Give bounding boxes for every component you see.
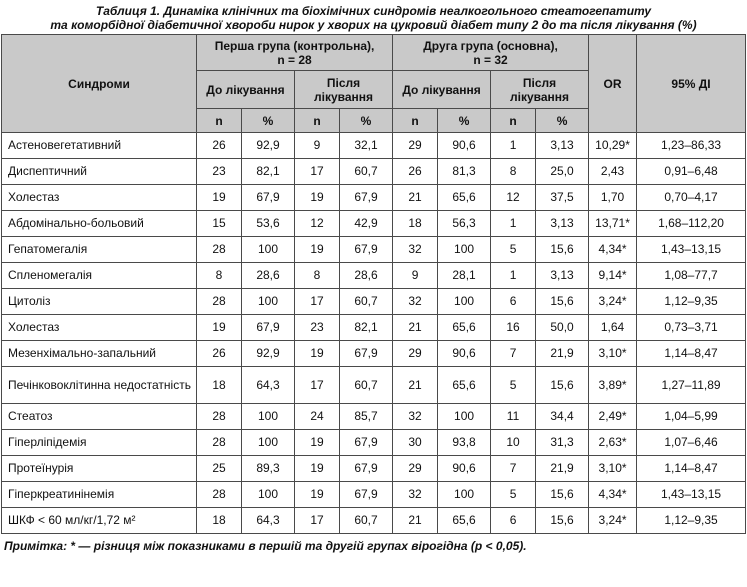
cell-or: 1,64 bbox=[589, 315, 637, 341]
cell-syndrome: Астеновегетативний bbox=[2, 133, 197, 159]
cell-g2-before-n: 32 bbox=[393, 289, 438, 315]
cell-g1-after-n: 12 bbox=[295, 211, 340, 237]
cell-g2-after-n: 7 bbox=[491, 456, 536, 482]
cell-g1-before-n: 28 bbox=[197, 430, 242, 456]
cell-g1-before-n: 28 bbox=[197, 482, 242, 508]
table-row bbox=[2, 263, 746, 289]
cell-g1-before-pct: 92,9 bbox=[242, 133, 295, 159]
cell-g1-after-n: 19 bbox=[295, 237, 340, 263]
cell-g1-after-n: 17 bbox=[295, 508, 340, 534]
cell-g1-before-pct: 67,9 bbox=[242, 315, 295, 341]
cell-g1-before-pct: 100 bbox=[242, 430, 295, 456]
cell-ci: 1,23–86,33 bbox=[637, 133, 746, 159]
cell-g1-after-pct: 67,9 bbox=[340, 341, 393, 367]
cell-g2-before-pct: 28,1 bbox=[438, 263, 491, 289]
cell-g2-before-n: 29 bbox=[393, 133, 438, 159]
cell-ci: 1,14–8,47 bbox=[637, 341, 746, 367]
header-group-2-n: n = 32 bbox=[473, 52, 508, 67]
cell-g1-after-pct: 28,6 bbox=[340, 263, 393, 289]
cell-g1-after-n: 19 bbox=[295, 482, 340, 508]
cell-g1-before-n: 18 bbox=[197, 367, 242, 404]
cell-g1-before-pct: 28,6 bbox=[242, 263, 295, 289]
cell-or: 3,24* bbox=[589, 289, 637, 315]
cell-g2-before-n: 21 bbox=[393, 508, 438, 534]
cell-g2-before-pct: 65,6 bbox=[438, 367, 491, 404]
cell-g2-after-n: 6 bbox=[491, 289, 536, 315]
cell-g2-before-pct: 81,3 bbox=[438, 159, 491, 185]
caption-line-2: та коморбідної діабетичної хвороби нирок у хворих на цукровий діабет типу 2 до та після лікування (%) bbox=[50, 18, 697, 32]
cell-g2-after-pct: 31,3 bbox=[536, 430, 589, 456]
table-row bbox=[2, 456, 746, 482]
cell-g2-before-pct: 90,6 bbox=[438, 456, 491, 482]
cell-g2-before-n: 21 bbox=[393, 315, 438, 341]
cell-g2-after-n: 12 bbox=[491, 185, 536, 211]
cell-or: 2,63* bbox=[589, 430, 637, 456]
table-row bbox=[2, 159, 746, 185]
cell-syndrome: Гіперліпідемія bbox=[2, 430, 197, 456]
cell-g1-after-pct: 67,9 bbox=[340, 430, 393, 456]
cell-g1-before-pct: 92,9 bbox=[242, 341, 295, 367]
cell-g2-before-pct: 93,8 bbox=[438, 430, 491, 456]
cell-ci: 1,43–13,15 bbox=[637, 237, 746, 263]
cell-g2-before-n: 26 bbox=[393, 159, 438, 185]
cell-g2-after-n: 6 bbox=[491, 508, 536, 534]
cell-g2-after-pct: 50,0 bbox=[536, 315, 589, 341]
cell-g1-after-pct: 60,7 bbox=[340, 508, 393, 534]
cell-g2-after-n: 1 bbox=[491, 263, 536, 289]
table-note: Примітка: * — різниця між показниками в першій та другій групах вірогідна (р < 0,05). bbox=[4, 539, 527, 553]
cell-ci: 1,68–112,20 bbox=[637, 211, 746, 237]
cell-g1-before-n: 18 bbox=[197, 508, 242, 534]
cell-ci: 0,91–6,48 bbox=[637, 159, 746, 185]
cell-g1-before-pct: 100 bbox=[242, 289, 295, 315]
cell-g2-before-n: 18 bbox=[393, 211, 438, 237]
header-pct: % bbox=[340, 109, 393, 133]
cell-or: 13,71* bbox=[589, 211, 637, 237]
cell-g2-after-pct: 15,6 bbox=[536, 367, 589, 404]
cell-g1-before-pct: 53,6 bbox=[242, 211, 295, 237]
cell-g2-before-pct: 100 bbox=[438, 289, 491, 315]
cell-ci: 1,12–9,35 bbox=[637, 508, 746, 534]
cell-g2-before-pct: 65,6 bbox=[438, 508, 491, 534]
header-g2-before: До лікування bbox=[393, 71, 491, 109]
cell-g1-before-pct: 64,3 bbox=[242, 367, 295, 404]
cell-g2-after-n: 11 bbox=[491, 404, 536, 430]
cell-syndrome: Протеїнурія bbox=[2, 456, 197, 482]
cell-g2-before-pct: 90,6 bbox=[438, 133, 491, 159]
cell-g2-after-n: 5 bbox=[491, 482, 536, 508]
cell-g1-before-n: 28 bbox=[197, 404, 242, 430]
cell-g2-after-n: 8 bbox=[491, 159, 536, 185]
cell-g2-before-n: 32 bbox=[393, 237, 438, 263]
cell-g2-after-pct: 3,13 bbox=[536, 133, 589, 159]
cell-g1-after-n: 8 bbox=[295, 263, 340, 289]
cell-ci: 1,27–11,89 bbox=[637, 367, 746, 404]
cell-g2-after-pct: 15,6 bbox=[536, 508, 589, 534]
cell-syndrome: Холестаз bbox=[2, 315, 197, 341]
header-ci: 95% ДІ bbox=[637, 35, 746, 133]
cell-g2-before-pct: 90,6 bbox=[438, 341, 491, 367]
header-g2-after: Після лікування bbox=[491, 71, 589, 109]
cell-ci: 1,07–6,46 bbox=[637, 430, 746, 456]
cell-ci: 1,43–13,15 bbox=[637, 482, 746, 508]
cell-g2-before-n: 30 bbox=[393, 430, 438, 456]
cell-g1-after-pct: 60,7 bbox=[340, 159, 393, 185]
cell-g2-after-pct: 37,5 bbox=[536, 185, 589, 211]
table-row bbox=[2, 404, 746, 430]
cell-g2-before-n: 21 bbox=[393, 185, 438, 211]
cell-g2-before-pct: 56,3 bbox=[438, 211, 491, 237]
cell-g2-after-pct: 3,13 bbox=[536, 263, 589, 289]
table-row bbox=[2, 185, 746, 211]
cell-g2-before-pct: 65,6 bbox=[438, 185, 491, 211]
cell-g1-after-n: 23 bbox=[295, 315, 340, 341]
cell-syndrome: Диспептичний bbox=[2, 159, 197, 185]
cell-syndrome: Печінковоклітинна недостатність bbox=[2, 367, 197, 404]
cell-g1-before-pct: 64,3 bbox=[242, 508, 295, 534]
cell-g1-before-n: 15 bbox=[197, 211, 242, 237]
cell-g1-after-pct: 32,1 bbox=[340, 133, 393, 159]
cell-g2-before-n: 32 bbox=[393, 482, 438, 508]
cell-g2-after-n: 16 bbox=[491, 315, 536, 341]
header-group-1-title: Перша група (контрольна), bbox=[214, 38, 375, 53]
cell-g1-before-n: 26 bbox=[197, 341, 242, 367]
cell-g1-after-pct: 67,9 bbox=[340, 185, 393, 211]
table-row bbox=[2, 482, 746, 508]
cell-syndrome: Мезенхімально-запальний bbox=[2, 341, 197, 367]
cell-g1-before-n: 26 bbox=[197, 133, 242, 159]
cell-g2-before-pct: 100 bbox=[438, 482, 491, 508]
cell-g1-before-pct: 82,1 bbox=[242, 159, 295, 185]
cell-or: 3,10* bbox=[589, 341, 637, 367]
cell-or: 3,89* bbox=[589, 367, 637, 404]
cell-g1-after-n: 9 bbox=[295, 133, 340, 159]
table-row bbox=[2, 211, 746, 237]
cell-ci: 0,73–3,71 bbox=[637, 315, 746, 341]
header-n: n bbox=[393, 109, 438, 133]
cell-ci: 1,14–8,47 bbox=[637, 456, 746, 482]
cell-syndrome: ШКФ < 60 мл/кг/1,72 м² bbox=[2, 508, 197, 534]
cell-syndrome: Абдомінально-больовий bbox=[2, 211, 197, 237]
cell-g1-before-n: 19 bbox=[197, 315, 242, 341]
cell-or: 1,70 bbox=[589, 185, 637, 211]
table-row bbox=[2, 367, 746, 404]
cell-g1-before-pct: 89,3 bbox=[242, 456, 295, 482]
cell-g2-after-pct: 34,4 bbox=[536, 404, 589, 430]
table-caption bbox=[0, 0, 747, 34]
cell-g1-after-n: 17 bbox=[295, 159, 340, 185]
header-n: n bbox=[491, 109, 536, 133]
cell-or: 3,24* bbox=[589, 508, 637, 534]
cell-g2-after-n: 5 bbox=[491, 367, 536, 404]
table-row bbox=[2, 133, 746, 159]
cell-ci: 0,70–4,17 bbox=[637, 185, 746, 211]
cell-g1-before-n: 25 bbox=[197, 456, 242, 482]
header-n: n bbox=[295, 109, 340, 133]
header-or: OR bbox=[589, 35, 637, 133]
table-row bbox=[2, 508, 746, 534]
cell-g2-after-pct: 15,6 bbox=[536, 482, 589, 508]
cell-or: 2,49* bbox=[589, 404, 637, 430]
cell-syndrome: Холестаз bbox=[2, 185, 197, 211]
cell-syndrome: Стеатоз bbox=[2, 404, 197, 430]
cell-g1-before-n: 23 bbox=[197, 159, 242, 185]
cell-g2-after-n: 7 bbox=[491, 341, 536, 367]
cell-g1-after-pct: 60,7 bbox=[340, 289, 393, 315]
table-header bbox=[2, 35, 746, 133]
cell-g1-before-n: 19 bbox=[197, 185, 242, 211]
cell-syndrome: Гіперкреатинінемія bbox=[2, 482, 197, 508]
cell-g2-after-n: 5 bbox=[491, 237, 536, 263]
cell-g2-after-pct: 15,6 bbox=[536, 289, 589, 315]
table-row bbox=[2, 341, 746, 367]
table-body bbox=[2, 133, 746, 534]
header-group-2-title: Друга група (основна), bbox=[423, 38, 558, 53]
cell-g1-after-n: 19 bbox=[295, 185, 340, 211]
cell-syndrome: Гепатомегалія bbox=[2, 237, 197, 263]
table-row bbox=[2, 315, 746, 341]
cell-g1-after-n: 19 bbox=[295, 430, 340, 456]
cell-g2-after-n: 10 bbox=[491, 430, 536, 456]
cell-g2-after-pct: 15,6 bbox=[536, 237, 589, 263]
cell-g2-after-pct: 25,0 bbox=[536, 159, 589, 185]
cell-or: 9,14* bbox=[589, 263, 637, 289]
cell-g2-before-pct: 100 bbox=[438, 237, 491, 263]
cell-g2-before-pct: 100 bbox=[438, 404, 491, 430]
header-syndromes: Синдроми bbox=[2, 35, 197, 133]
header-group-1-n: n = 28 bbox=[277, 52, 312, 67]
cell-g1-after-pct: 85,7 bbox=[340, 404, 393, 430]
cell-g2-after-n: 1 bbox=[491, 211, 536, 237]
cell-g1-before-pct: 100 bbox=[242, 482, 295, 508]
header-g1-before: До лікування bbox=[197, 71, 295, 109]
cell-g1-after-n: 24 bbox=[295, 404, 340, 430]
header-n: n bbox=[197, 109, 242, 133]
cell-g2-before-n: 29 bbox=[393, 341, 438, 367]
cell-g2-before-n: 21 bbox=[393, 367, 438, 404]
cell-g2-before-n: 9 bbox=[393, 263, 438, 289]
caption-line-1: Таблиця 1. Динаміка клінічних та біохімічних синдромів неалкогольного стеатогепатиту bbox=[95, 4, 652, 18]
cell-g1-after-pct: 67,9 bbox=[340, 482, 393, 508]
cell-ci: 1,08–77,7 bbox=[637, 263, 746, 289]
cell-g1-after-pct: 67,9 bbox=[340, 237, 393, 263]
cell-or: 4,34* bbox=[589, 237, 637, 263]
cell-g1-after-pct: 67,9 bbox=[340, 456, 393, 482]
cell-g2-before-n: 29 bbox=[393, 456, 438, 482]
header-g1-after: Після лікування bbox=[295, 71, 393, 109]
header-group-1 bbox=[197, 35, 393, 71]
cell-g1-before-pct: 100 bbox=[242, 404, 295, 430]
cell-g1-before-n: 28 bbox=[197, 237, 242, 263]
cell-g1-before-pct: 100 bbox=[242, 237, 295, 263]
table-row bbox=[2, 430, 746, 456]
syndromes-table bbox=[1, 34, 746, 534]
cell-g2-after-pct: 21,9 bbox=[536, 456, 589, 482]
cell-g1-after-n: 19 bbox=[295, 456, 340, 482]
header-pct: % bbox=[438, 109, 491, 133]
cell-or: 4,34* bbox=[589, 482, 637, 508]
header-group-2 bbox=[393, 35, 589, 71]
cell-syndrome: Спленомегалія bbox=[2, 263, 197, 289]
cell-or: 3,10* bbox=[589, 456, 637, 482]
cell-g2-before-pct: 65,6 bbox=[438, 315, 491, 341]
cell-g1-before-n: 28 bbox=[197, 289, 242, 315]
cell-g1-before-n: 8 bbox=[197, 263, 242, 289]
cell-g1-after-pct: 42,9 bbox=[340, 211, 393, 237]
cell-g1-after-n: 17 bbox=[295, 367, 340, 404]
cell-g2-after-pct: 21,9 bbox=[536, 341, 589, 367]
table-row bbox=[2, 237, 746, 263]
cell-g1-after-pct: 82,1 bbox=[340, 315, 393, 341]
cell-ci: 1,04–5,99 bbox=[637, 404, 746, 430]
table-row bbox=[2, 289, 746, 315]
cell-g1-before-pct: 67,9 bbox=[242, 185, 295, 211]
header-pct: % bbox=[536, 109, 589, 133]
cell-g1-after-pct: 60,7 bbox=[340, 367, 393, 404]
cell-g1-after-n: 17 bbox=[295, 289, 340, 315]
cell-g1-after-n: 19 bbox=[295, 341, 340, 367]
cell-ci: 1,12–9,35 bbox=[637, 289, 746, 315]
cell-g2-after-n: 1 bbox=[491, 133, 536, 159]
cell-or: 10,29* bbox=[589, 133, 637, 159]
cell-g2-before-n: 32 bbox=[393, 404, 438, 430]
header-pct: % bbox=[242, 109, 295, 133]
cell-g2-after-pct: 3,13 bbox=[536, 211, 589, 237]
cell-or: 2,43 bbox=[589, 159, 637, 185]
cell-syndrome: Цитоліз bbox=[2, 289, 197, 315]
